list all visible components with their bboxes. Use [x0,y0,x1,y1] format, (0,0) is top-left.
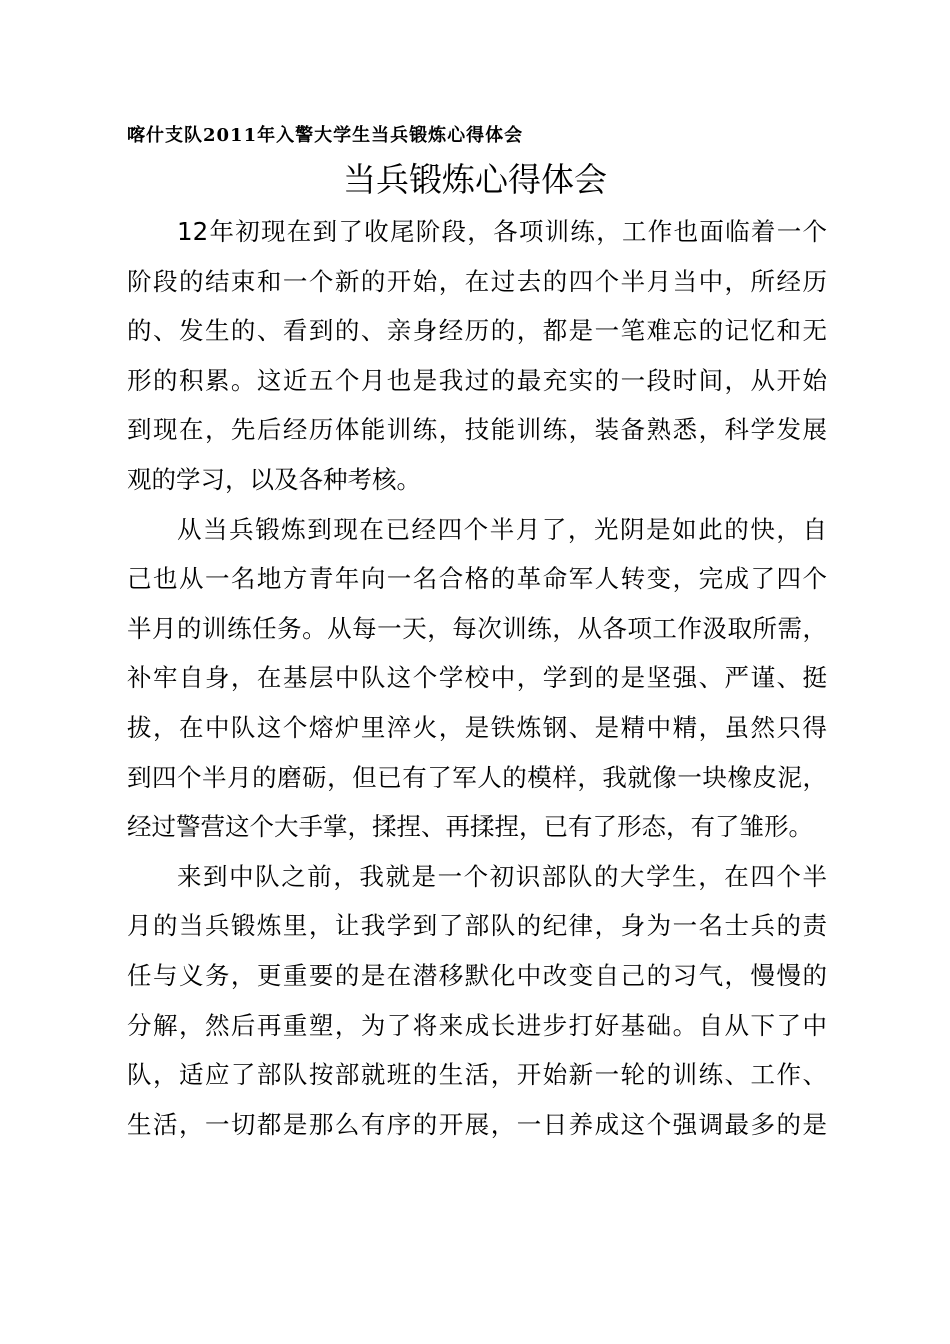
body-line: 观的学习，以及各种考核。 [127,464,421,494]
body-line: 分解，然后再重塑，为了将来成长进步打好基础。自从下了中 [127,1010,827,1040]
body-line: 的、发生的、看到的、亲身经历的，都是一笔难忘的记忆和无 [127,316,827,346]
document-body [127,207,827,1149]
body-line: 补牢自身，在基层中队这个学校中，学到的是坚强、严谨、挺 [127,663,827,693]
body-line: 月的当兵锻炼里，让我学到了部队的纪律，身为一名士兵的责 [127,911,827,941]
body-line: 拔，在中队这个熔炉里淬火，是铁炼钢、是精中精，虽然只得 [127,712,827,742]
body-line: 来到中队之前，我就是一个初识部队的大学生，在四个半 [177,861,827,891]
body-line: 半月的训练任务。从每一天，每次训练，从各项工作汲取所需， [127,613,827,643]
body-line: 己也从一名地方青年向一名合格的革命军人转变，完成了四个 [127,564,827,594]
body-line: 到四个半月的磨砺，但已有了军人的模样，我就像一块橡皮泥， [127,762,827,792]
body-line: 生活，一切都是那么有序的开展，一日养成这个强调最多的是 [127,1109,827,1139]
body-line: 12年初现在到了收尾阶段，各项训练，工作也面临着一个 [177,217,827,246]
body-line: 到现在，先后经历体能训练，技能训练，装备熟悉，科学发展 [127,415,827,445]
body-line: 形的积累。这近五个月也是我过的最充实的一段时间，从开始 [127,365,827,395]
body-line: 任与义务，更重要的是在潜移默化中改变自己的习气，慢慢的 [127,960,827,990]
body-line: 阶段的结束和一个新的开始，在过去的四个半月当中，所经历 [127,266,827,296]
document-title: 当兵锻炼心得体会 [343,160,607,199]
body-line: 队，适应了部队按部就班的生活，开始新一轮的训练、工作、 [127,1060,827,1090]
body-line: 从当兵锻炼到现在已经四个半月了，光阴是如此的快，自 [177,514,827,544]
body-line: 经过警营这个大手掌，揉捏、再揉捏，已有了形态，有了雏形。 [127,812,813,842]
document-header-line: 喀什支队2011年入警大学生当兵锻炼心得体会 [127,125,524,146]
